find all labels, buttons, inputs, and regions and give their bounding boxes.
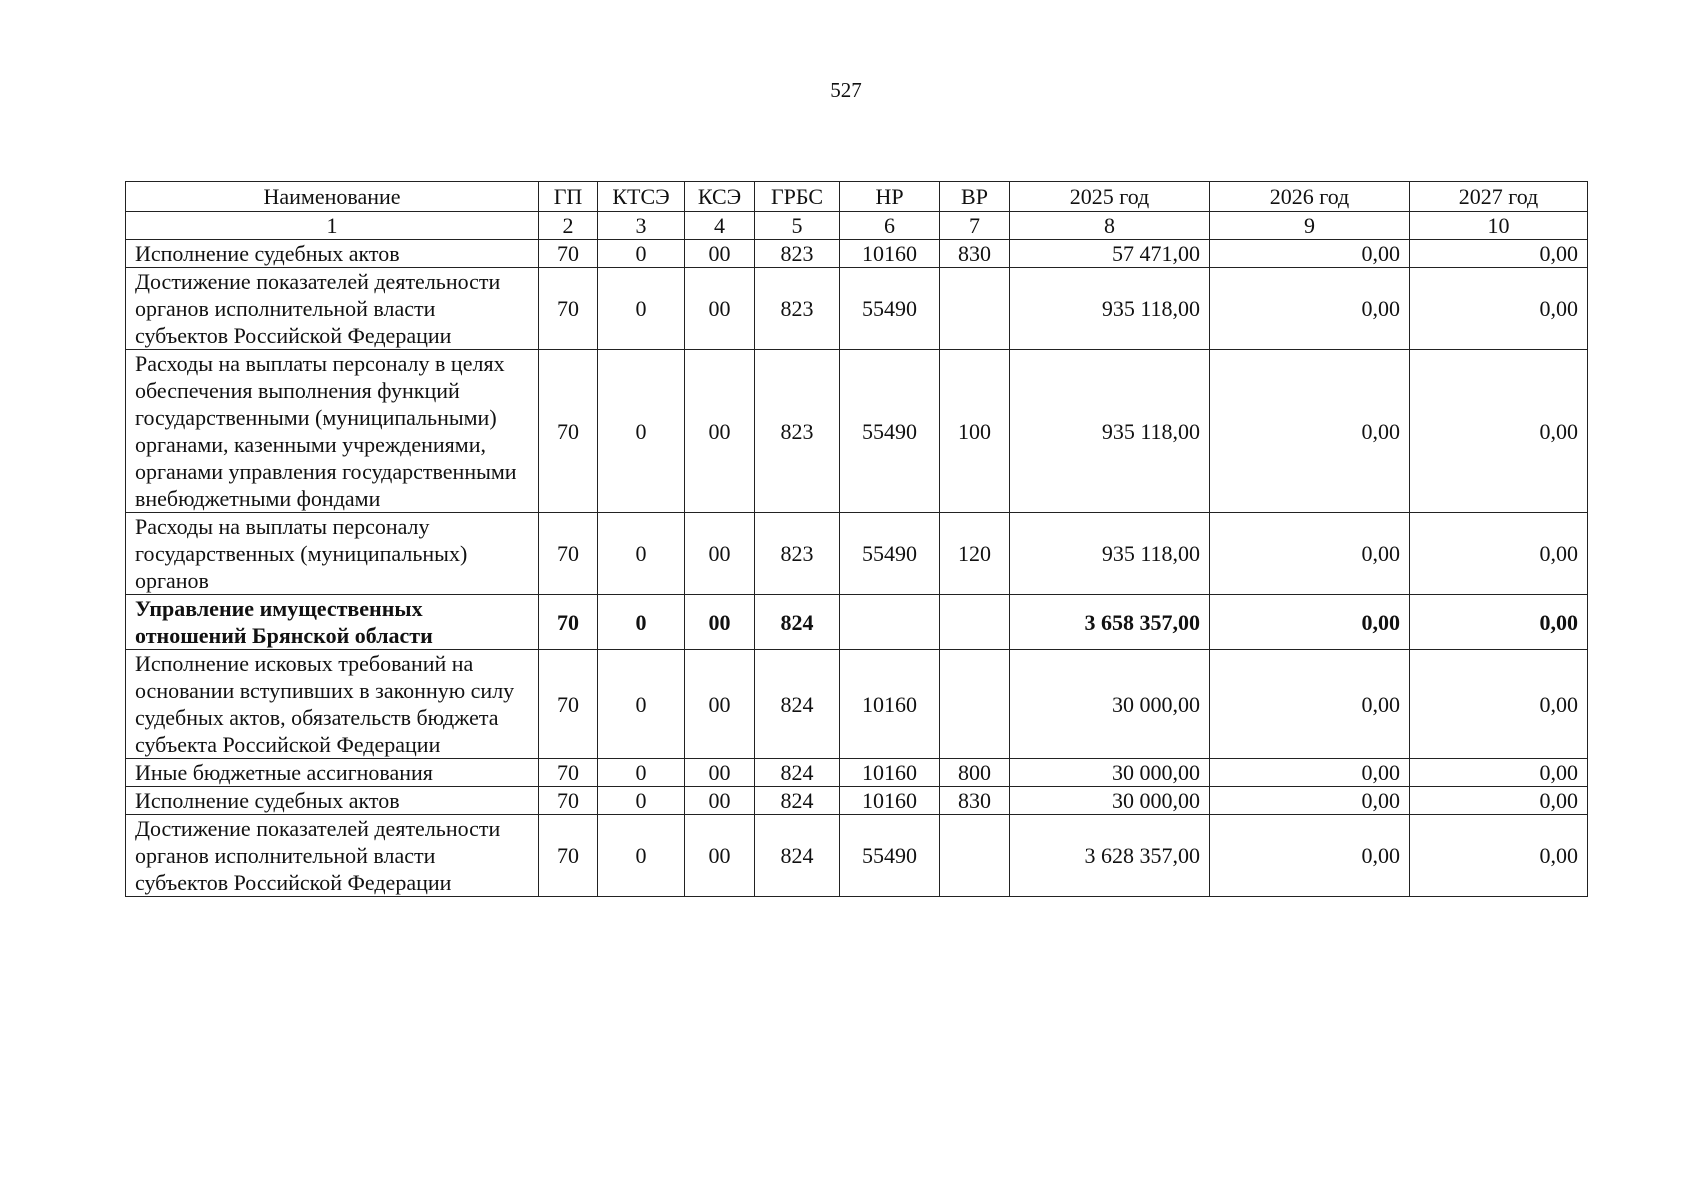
amount-2027-cell: 0,00 [1410, 815, 1588, 897]
grbs-cell: 823 [755, 513, 840, 595]
gp-cell: 70 [539, 513, 598, 595]
ktse-cell: 0 [598, 787, 685, 815]
gp-cell: 70 [539, 815, 598, 897]
amount-2026-cell: 0,00 [1210, 595, 1410, 650]
table-row [126, 350, 1588, 513]
ktse-cell: 0 [598, 240, 685, 268]
header-cell-nr: НР [840, 182, 940, 212]
grbs-cell: 824 [755, 815, 840, 897]
name-cell: Достижение показателей деятельности органов исполнительной власти субъектов Российской Федерации [126, 815, 539, 897]
amount-2027-cell: 0,00 [1410, 650, 1588, 759]
vr-cell [940, 595, 1010, 650]
kse-cell: 00 [685, 595, 755, 650]
kse-cell: 00 [685, 650, 755, 759]
amount-2026-cell: 0,00 [1210, 759, 1410, 787]
ktse-cell: 0 [598, 650, 685, 759]
ktse-cell: 0 [598, 815, 685, 897]
amount-2027-cell: 0,00 [1410, 759, 1588, 787]
nr-cell: 10160 [840, 787, 940, 815]
nr-cell: 10160 [840, 650, 940, 759]
header-cell-2026: 2026 год [1210, 182, 1410, 212]
amount-2025-cell: 30 000,00 [1010, 650, 1210, 759]
header-cell-2025: 2025 год [1010, 182, 1210, 212]
amount-2025-cell: 57 471,00 [1010, 240, 1210, 268]
amount-2027-cell: 0,00 [1410, 240, 1588, 268]
name-cell: Расходы на выплаты персоналу государственных (муниципальных) органов [126, 513, 539, 595]
amount-2027-cell: 0,00 [1410, 268, 1588, 350]
vr-cell [940, 268, 1010, 350]
name-cell: Иные бюджетные ассигнования [126, 759, 539, 787]
index-cell: 10 [1410, 212, 1588, 240]
amount-2025-cell: 30 000,00 [1010, 787, 1210, 815]
amount-2025-cell: 935 118,00 [1010, 268, 1210, 350]
amount-2025-cell: 30 000,00 [1010, 759, 1210, 787]
vr-cell: 120 [940, 513, 1010, 595]
grbs-cell: 824 [755, 650, 840, 759]
column-index-row [126, 212, 1588, 240]
index-cell: 7 [940, 212, 1010, 240]
vr-cell [940, 815, 1010, 897]
grbs-cell: 823 [755, 268, 840, 350]
amount-2026-cell: 0,00 [1210, 513, 1410, 595]
amount-2025-cell: 3 628 357,00 [1010, 815, 1210, 897]
name-cell: Достижение показателей деятельности органов исполнительной власти субъектов Российской Федерации [126, 268, 539, 350]
index-cell: 4 [685, 212, 755, 240]
table-row [126, 759, 1588, 787]
amount-2025-cell: 935 118,00 [1010, 513, 1210, 595]
name-cell: Расходы на выплаты персоналу в целях обеспечения выполнения функций государственными (муниципальными) органами, казенными учреждениями, органами управления государственными внебюджетными фондами [126, 350, 539, 513]
header-row [126, 182, 1588, 212]
amount-2026-cell: 0,00 [1210, 815, 1410, 897]
index-cell: 2 [539, 212, 598, 240]
nr-cell: 55490 [840, 350, 940, 513]
nr-cell: 55490 [840, 513, 940, 595]
header-cell-grbs: ГРБС [755, 182, 840, 212]
header-cell-name: Наименование [126, 182, 539, 212]
table-row [126, 815, 1588, 897]
grbs-cell: 824 [755, 759, 840, 787]
name-cell: Управление имущественных отношений Брянской области [126, 595, 539, 650]
header-cell-2027: 2027 год [1410, 182, 1588, 212]
kse-cell: 00 [685, 513, 755, 595]
amount-2026-cell: 0,00 [1210, 268, 1410, 350]
index-cell: 1 [126, 212, 539, 240]
amount-2027-cell: 0,00 [1410, 787, 1588, 815]
table-row [126, 268, 1588, 350]
index-cell: 9 [1210, 212, 1410, 240]
header-cell-ktse: КТСЭ [598, 182, 685, 212]
gp-cell: 70 [539, 759, 598, 787]
gp-cell: 70 [539, 350, 598, 513]
amount-2026-cell: 0,00 [1210, 240, 1410, 268]
grbs-cell: 823 [755, 350, 840, 513]
gp-cell: 70 [539, 650, 598, 759]
kse-cell: 00 [685, 759, 755, 787]
amount-2027-cell: 0,00 [1410, 513, 1588, 595]
amount-2027-cell: 0,00 [1410, 595, 1588, 650]
amount-2026-cell: 0,00 [1210, 787, 1410, 815]
table-row [126, 650, 1588, 759]
vr-cell [940, 650, 1010, 759]
name-cell: Исполнение судебных актов [126, 240, 539, 268]
header-cell-kse: КСЭ [685, 182, 755, 212]
amount-2026-cell: 0,00 [1210, 650, 1410, 759]
table-row [126, 513, 1588, 595]
index-cell: 8 [1010, 212, 1210, 240]
name-cell: Исполнение судебных актов [126, 787, 539, 815]
index-cell: 5 [755, 212, 840, 240]
gp-cell: 70 [539, 240, 598, 268]
nr-cell [840, 595, 940, 650]
kse-cell: 00 [685, 268, 755, 350]
vr-cell: 800 [940, 759, 1010, 787]
vr-cell: 830 [940, 787, 1010, 815]
ktse-cell: 0 [598, 513, 685, 595]
ktse-cell: 0 [598, 595, 685, 650]
nr-cell: 10160 [840, 759, 940, 787]
grbs-cell: 823 [755, 240, 840, 268]
amount-2027-cell: 0,00 [1410, 350, 1588, 513]
nr-cell: 10160 [840, 240, 940, 268]
gp-cell: 70 [539, 268, 598, 350]
header-cell-vr: ВР [940, 182, 1010, 212]
grbs-cell: 824 [755, 787, 840, 815]
vr-cell: 830 [940, 240, 1010, 268]
nr-cell: 55490 [840, 815, 940, 897]
grbs-cell: 824 [755, 595, 840, 650]
gp-cell: 70 [539, 787, 598, 815]
page-number: 527 [830, 78, 862, 102]
amount-2025-cell: 935 118,00 [1010, 350, 1210, 513]
index-cell: 3 [598, 212, 685, 240]
table-row [126, 595, 1588, 650]
ktse-cell: 0 [598, 350, 685, 513]
kse-cell: 00 [685, 787, 755, 815]
kse-cell: 00 [685, 350, 755, 513]
header-cell-gp: ГП [539, 182, 598, 212]
name-cell: Исполнение исковых требований на основании вступивших в законную силу судебных актов, обязательств бюджета субъекта Российской Федерации [126, 650, 539, 759]
index-cell: 6 [840, 212, 940, 240]
kse-cell: 00 [685, 815, 755, 897]
amount-2026-cell: 0,00 [1210, 350, 1410, 513]
gp-cell: 70 [539, 595, 598, 650]
ktse-cell: 0 [598, 759, 685, 787]
amount-2025-cell: 3 658 357,00 [1010, 595, 1210, 650]
table-row [126, 787, 1588, 815]
vr-cell: 100 [940, 350, 1010, 513]
kse-cell: 00 [685, 240, 755, 268]
ktse-cell: 0 [598, 268, 685, 350]
nr-cell: 55490 [840, 268, 940, 350]
table-row [126, 240, 1588, 268]
budget-table [125, 181, 1588, 897]
